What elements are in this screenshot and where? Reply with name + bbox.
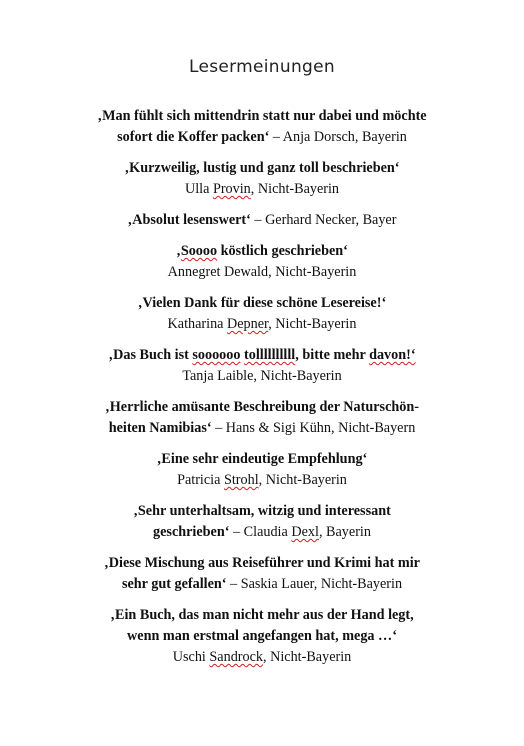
review-8 bbox=[0, 449, 524, 491]
review-quote: ‚Man fühlt sich mittendrin statt nur dabei und möchte bbox=[97, 108, 427, 124]
review-quote-cont: wenn man erstmal angefangen hat, mega …‘ bbox=[127, 628, 397, 644]
review-quote: ‚Vielen Dank für diese schöne Lesereise!‘ bbox=[137, 295, 387, 311]
review-7 bbox=[0, 397, 524, 439]
review-quote: ‚Absolut lesenswert‘ bbox=[127, 212, 251, 228]
review-quote: ‚Sehr unterhaltsam, witzig und interessant bbox=[133, 503, 391, 519]
review-author: Uschi Sandrock, Nicht-Bayerin bbox=[172, 649, 352, 665]
review-2 bbox=[0, 158, 524, 200]
review-author: – Saskia Lauer, Nicht-Bayerin bbox=[230, 576, 403, 592]
review-quote-cont: geschrieben‘ bbox=[153, 524, 230, 540]
spellcheck-word: tollllllllll bbox=[244, 347, 296, 363]
review-author: – Hans & Sigi Kühn, Nicht-Bayern bbox=[215, 420, 416, 436]
review-author: Katharina Depner, Nicht-Bayerin bbox=[167, 316, 357, 332]
review-quote: ‚Herrliche amüsante Beschreibung der Naturschön- bbox=[105, 399, 419, 415]
review-quote-cont: heiten Namibias‘ bbox=[108, 420, 212, 436]
review-quote: ‚Diese Mischung aus Reiseführer und Krimi hat mir bbox=[104, 555, 420, 571]
page-title: Lesermeinungen bbox=[189, 57, 335, 77]
spellcheck-word: Depner bbox=[227, 316, 269, 332]
review-10 bbox=[0, 553, 524, 595]
review-author: – Claudia Dexl, Bayerin bbox=[233, 524, 371, 540]
review-quote: ‚Ein Buch, das man nicht mehr aus der Hand legt, bbox=[110, 607, 414, 623]
review-quote: ‚Kurzweilig, lustig und ganz toll beschrieben‘ bbox=[124, 160, 400, 176]
spellcheck-word: Dexl bbox=[291, 524, 319, 540]
review-5 bbox=[0, 293, 524, 335]
review-quote: ‚Soooo köstlich geschrieben‘ bbox=[176, 243, 348, 259]
review-author: Annegret Dewald, Nicht-Bayerin bbox=[167, 264, 357, 280]
spellcheck-word: Soooo bbox=[180, 243, 218, 259]
spellcheck-word: Sandrock bbox=[209, 649, 263, 665]
review-4 bbox=[0, 241, 524, 283]
review-quote: ‚Das Buch ist soooooo tollllllllll, bitte mehr davon!‘ bbox=[108, 347, 416, 363]
review-author: – Anja Dorsch, Bayerin bbox=[272, 129, 407, 145]
review-1 bbox=[0, 106, 524, 148]
review-author: Tanja Laible, Nicht-Bayerin bbox=[182, 368, 342, 384]
spellcheck-word: davon!‘ bbox=[369, 347, 416, 363]
review-author: Patricia Strohl, Nicht-Bayerin bbox=[177, 472, 347, 488]
review-author: – Gerhard Necker, Bayer bbox=[254, 212, 397, 228]
review-3 bbox=[0, 210, 524, 231]
review-quote: ‚Eine sehr eindeutige Empfehlung‘ bbox=[156, 451, 368, 467]
spellcheck-word: Strohl bbox=[223, 472, 259, 488]
review-11 bbox=[0, 605, 524, 668]
review-author: Ulla Provin, Nicht-Bayerin bbox=[184, 181, 340, 197]
review-9 bbox=[0, 501, 524, 543]
reviews-list bbox=[0, 106, 524, 678]
review-quote-cont: sehr gut gefallen‘ bbox=[121, 576, 227, 592]
review-6 bbox=[0, 345, 524, 387]
spellcheck-word: soooooo bbox=[192, 347, 241, 363]
review-quote-cont: sofort die Koffer packen‘ bbox=[117, 129, 270, 145]
spellcheck-word: Provin bbox=[212, 181, 251, 197]
